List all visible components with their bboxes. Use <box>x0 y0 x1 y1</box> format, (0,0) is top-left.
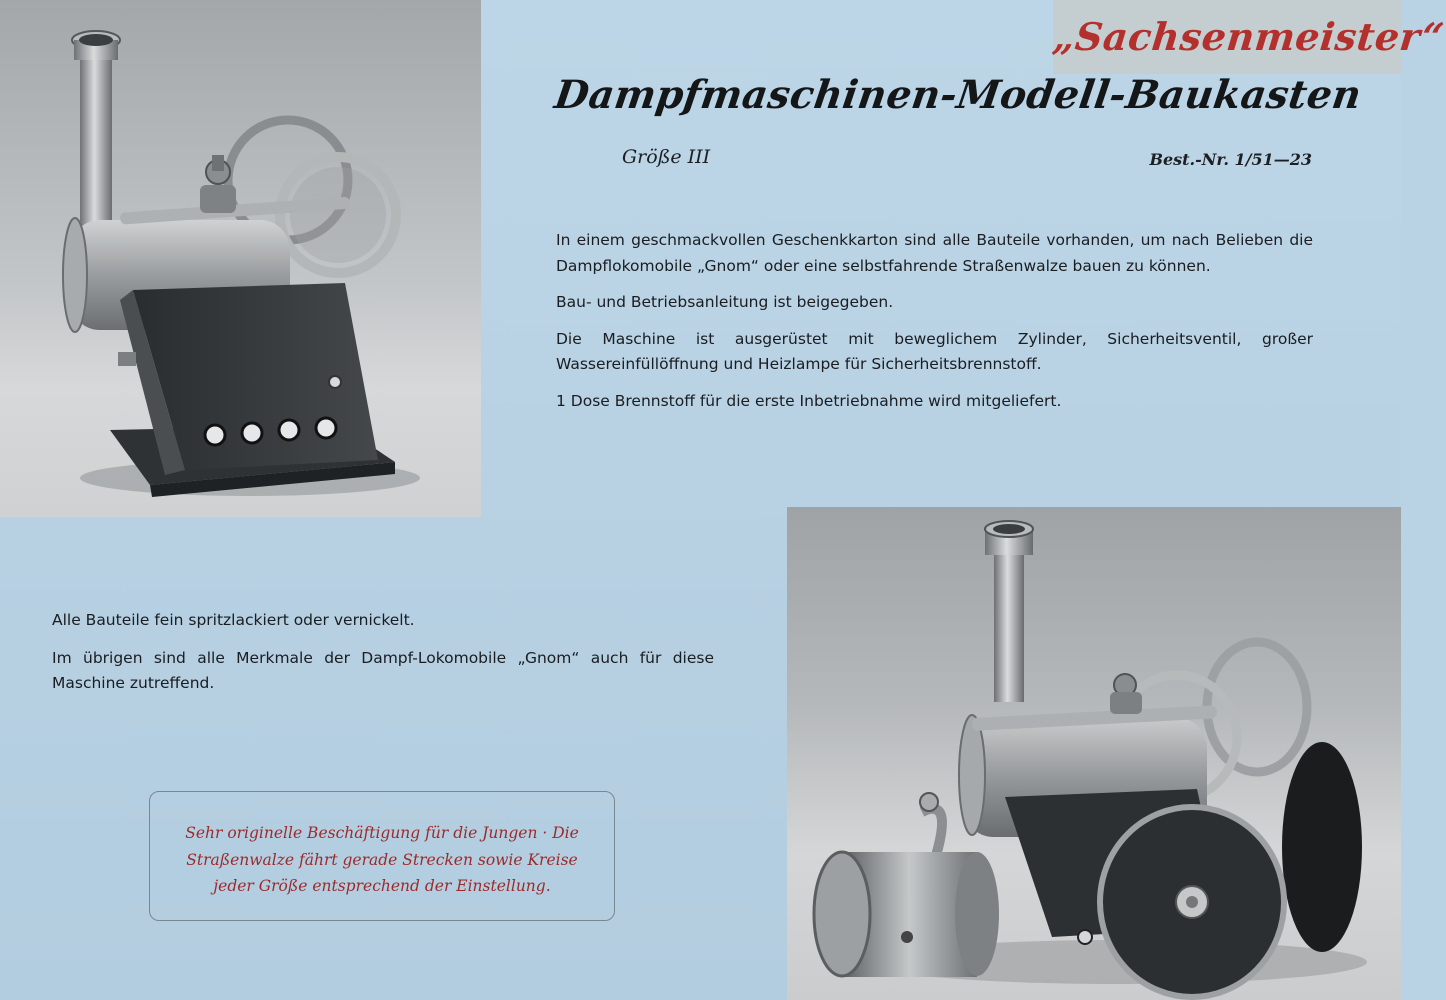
note-line: jeder Größe entsprechend der Einstellung. <box>213 877 551 895</box>
steam-engine-illustration <box>0 0 481 517</box>
note-line: Sehr originelle Beschäftigung für die Jungen · Die <box>185 824 579 842</box>
finish-description <box>52 608 714 709</box>
highlight-note-box <box>149 791 615 921</box>
description-paragraph: In einem geschmackvollen Geschenkkarton sind alle Bauteile vorhanden, um nach Belieben die Dampflokomobile „Gnom“ oder eine selbstfahrende Straßenwalze bauen zu können. <box>556 231 1313 275</box>
description-paragraph: Bau- und Betriebsanleitung ist beigegeben. <box>556 293 894 311</box>
note-line: Straßenwalze fährt gerade Strecken sowie Kreise <box>186 850 578 869</box>
road-roller-photo <box>787 507 1401 1000</box>
product-description <box>556 228 1313 425</box>
product-size: Größe III <box>622 146 711 168</box>
steam-engine-photo <box>0 0 481 517</box>
description-paragraph: Die Maschine ist ausgerüstet mit beweglichem Zylinder, Sicherheitsventil, großer Wassereinfüllöffnung und Heizlampe für Sicherheitsbrennstoff. <box>556 329 1313 373</box>
finish-paragraph: Alle Bauteile fein spritzlackiert oder vernickelt. <box>52 611 415 629</box>
order-number: Best.-Nr. 1/51—23 <box>1149 150 1312 169</box>
highlight-note-text <box>162 820 602 900</box>
road-roller-illustration <box>787 507 1401 1000</box>
description-paragraph: 1 Dose Brennstoff für die erste Inbetriebnahme wird mitgeliefert. <box>556 391 1062 410</box>
brand-tag <box>1050 0 1446 74</box>
finish-paragraph: Im übrigen sind alle Merkmale der Dampf-Lokomobile „Gnom“ auch für diese Maschine zutreffend. <box>52 648 714 692</box>
brand-name: „Sachsenmeister“ <box>1050 14 1446 59</box>
product-title: Dampfmaschinen-Modell-Baukasten <box>551 72 1365 118</box>
